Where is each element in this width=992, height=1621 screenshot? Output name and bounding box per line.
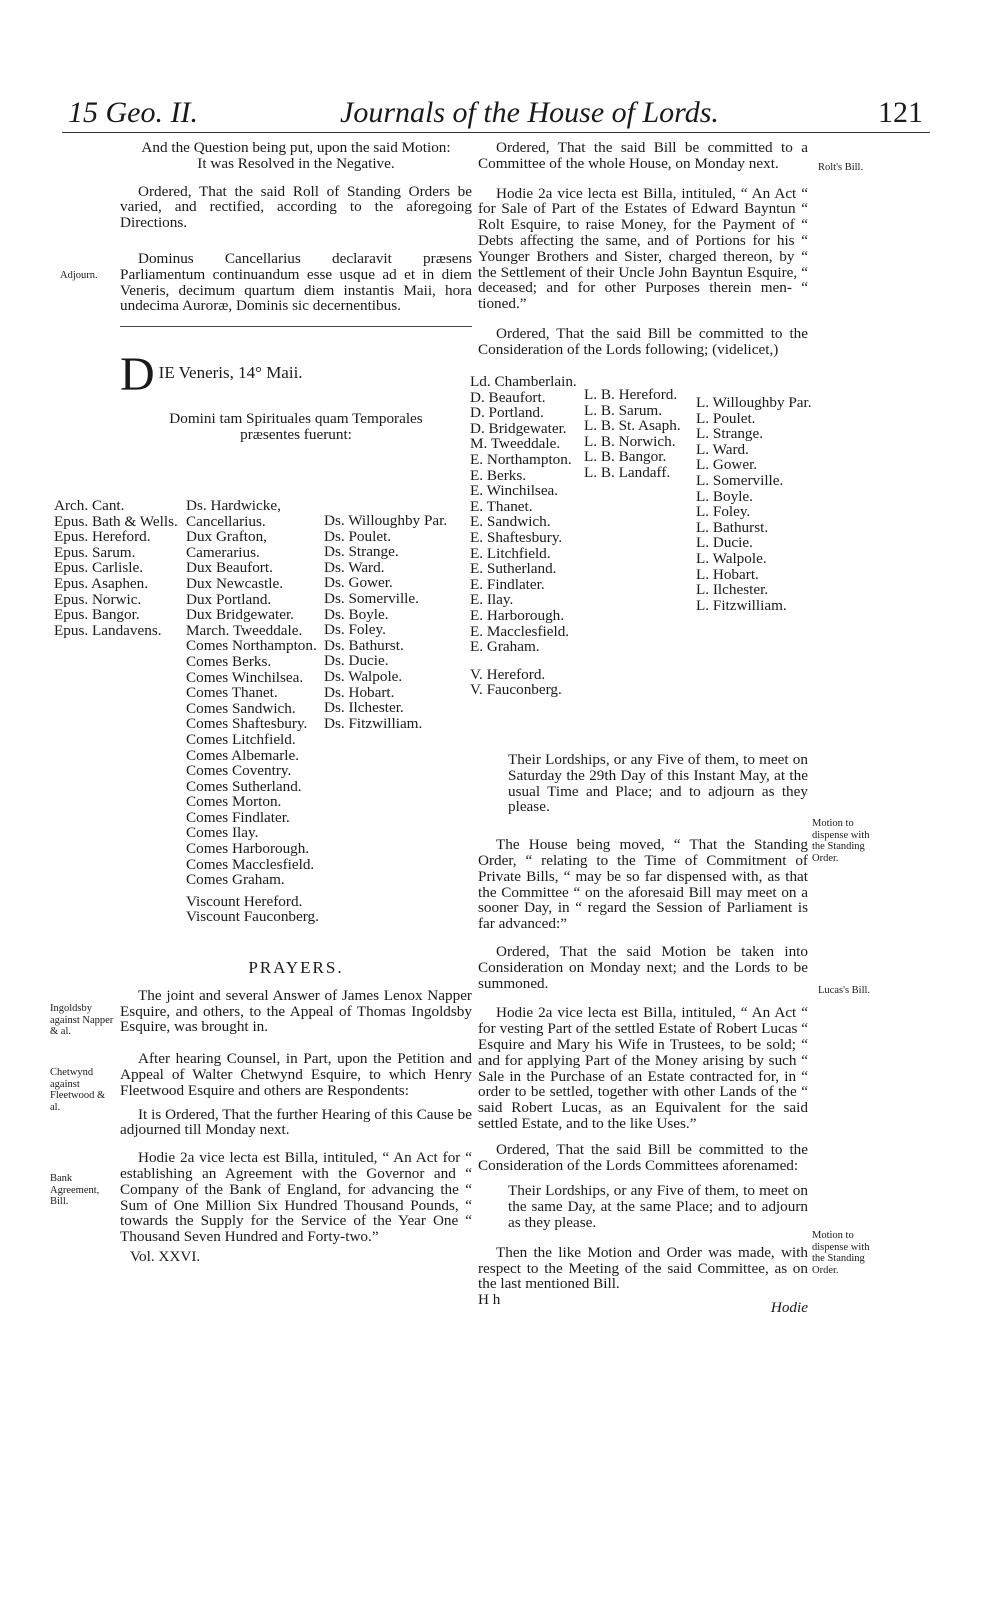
lords-present-heading: Domini tam Spirituales quam Temporales præsentes fuerunt: [169, 410, 423, 443]
volume-mark: Vol. XXVI. [130, 1247, 201, 1265]
lord-entry: Viscount Fauconberg. [186, 908, 319, 926]
lord-entry: Epus. Asaphen. [54, 574, 149, 592]
adjournment-text: Dominus Cancellarius declaravit præsens Parliamentum continuandum esse usque ad et in diem Veneris, decimum quartum diem instantis Maii, hora undecima Auroræ, Dominis sic decernentibus. [120, 249, 472, 315]
page-number: 121 [878, 96, 923, 129]
lord-entry: Dux Grafton, Camerarius. [186, 528, 267, 561]
catchword: Hodie [770, 1299, 808, 1317]
right-column-lower [478, 751, 808, 1317]
lord-entry: Ds. Hobart. [324, 683, 395, 701]
margin-note-bank: Bank Agreement, Bill. [50, 1173, 100, 1207]
date-text: IE Veneris, 14° Maii. [158, 363, 303, 383]
committee-member: L. B. Sarum. [584, 401, 663, 419]
lord-entry: Epus. Hereford. [54, 528, 151, 546]
committee-member: E. Berks. [470, 466, 527, 484]
committee-member: L. Walpole. [696, 549, 767, 567]
committee-member: V. Fauconberg. [470, 681, 562, 699]
lord-entry: Dux Beaufort. [186, 559, 273, 577]
lord-entry: Ds. Gower. [324, 574, 393, 592]
entry-like-motion: Then the like Motion and Order was made, with respect to the Meeting of the said Committee, as on the last mentioned Bill. [478, 1243, 808, 1293]
committee-member: L. B. Bangor. [584, 448, 667, 466]
committee-member: D. Beaufort. [470, 388, 546, 406]
committee-member: L. B. Hereford. [584, 386, 678, 403]
committee-member: L. Fitzwilliam. [696, 596, 787, 614]
committee-member: L. Strange. [696, 425, 764, 443]
committee-member: L. Somerville. [696, 471, 784, 489]
lord-entry: Epus. Landavens. [54, 621, 162, 639]
lord-entry: Comes Shaftesbury. [186, 715, 308, 733]
lord-entry: Viscount Hereford. [186, 892, 303, 910]
margin-note-chetwynd: Chetwynd against Fleetwood & al. [50, 1067, 106, 1113]
entry-meeting-time: Their Lordships, or any Five of them, to meet on Saturday the 29th Day of this Instant May, at the usual Time and Place; and to adjourn as they please. [508, 751, 808, 816]
committee-member: L. Ilchester. [696, 581, 769, 599]
lord-entry: Epus. Sarum. [54, 543, 136, 561]
lord-entry: Arch. Cant. [54, 497, 125, 514]
lord-entry: Comes Harborough. [186, 840, 310, 858]
lord-entry: Epus. Carlisle. [54, 559, 144, 577]
lord-entry: Comes Coventry. [186, 762, 292, 780]
committee-member: E. Sandwich. [470, 513, 551, 531]
lord-entry: Epus. Bangor. [54, 606, 140, 624]
order-motion-consideration: Ordered, That the said Motion be taken into Consideration on Monday next; and the Lords to be summoned. [478, 942, 808, 992]
entry-lucas-bill: Hodie 2a vice lecta est Billa, intituled, “ An Act “ for vesting Part of the settled Estate of Robert Lucas “ Esquire and Mary his Wife in Trustees, to be sold; “ and for applying Part of the Money arising by such “ Sale in the Purchase of an Estate contracted for, in “ order to be settled, together with other Lands of the “ said Robert Lucas, as an Equivalent for the said settled Estate, and to the like Uses.” [478, 1004, 808, 1132]
committee-member: E. Ilay. [470, 591, 514, 609]
committee-member: D. Portland. [470, 404, 544, 422]
section-divider [120, 326, 472, 327]
committee-member: L. Boyle. [696, 487, 753, 505]
left-column-lower [120, 960, 472, 1265]
committee-member: L. Ward. [696, 440, 749, 458]
lord-entry: Comes Albemarle. [186, 746, 300, 764]
lord-entry: Epus. Bath & Wells. [54, 512, 178, 530]
committee-member: E. Thanet. [470, 497, 533, 515]
lord-entry: Ds. Poulet. [324, 527, 392, 545]
order-committee-whole-house: Ordered, That the said Bill be committed to a Committee of the whole House, on Monday next. [478, 139, 808, 172]
committee-member: L. B. St. Asaph. [584, 417, 681, 435]
committee-member: E. Findlater. [470, 575, 545, 593]
order-lords-following: Ordered, That the said Bill be committed to the Consideration of the Lords following; (videlicet,) [478, 324, 808, 358]
lord-entry: Ds. Strange. [324, 543, 399, 561]
lord-entry: Dux Bridgewater. [186, 606, 294, 624]
lord-entry: Comes Morton. [186, 793, 282, 811]
attendance-barons [324, 513, 474, 731]
lord-entry: Ds. Somerville. [324, 589, 419, 607]
page-header-session: 15 Geo. II. [68, 96, 198, 129]
lord-entry: Ds. Willoughby Par. [324, 512, 448, 529]
attendance-temporal [186, 498, 322, 925]
committee-member: L. B. Norwich. [584, 432, 676, 450]
margin-note-motion-2: Motion to dispense with the Standing Order. [812, 1230, 870, 1276]
committee-member: E. Northampton. [470, 450, 572, 468]
signature-mark: H h [478, 1291, 501, 1309]
lord-entry: Ds. Bathurst. [324, 636, 404, 654]
margin-note-lucas: Lucas's Bill. [818, 985, 871, 996]
committee-member: E. Sutherland. [470, 560, 557, 578]
committee-member: L. Willoughby Par. [696, 394, 812, 411]
entry-further-hearing: It is Ordered, That the further Hearing of this Cause be adjourned till Monday next. [120, 1105, 472, 1139]
committee-member: Ld. Chamberlain. [470, 373, 577, 390]
lord-entry: Comes Berks. [186, 652, 272, 670]
lord-entry: Comes Sutherland. [186, 777, 302, 795]
committee-member: L. Ducie. [696, 534, 753, 552]
entry-ingoldsby: The joint and several Answer of James Lenox Napper Esquire, and others, to the Appeal of Thomas Ingoldsby Esquire, was brought in. [120, 986, 472, 1036]
committee-member: E. Harborough. [470, 606, 565, 624]
lord-entry: Ds. Ilchester. [324, 699, 404, 717]
entry-motion-standing-order: The House being moved, “ That the Standing Order, “ relating to the Time of Commitment of Private Bills, “ may be so far dispensed with, as that the Committee “ on the aforesaid Bill may meet on a sooner Day, in “ regard the Session of Parliament is far advanced:” [478, 836, 808, 933]
order-lords-committees: Ordered, That the said Bill be committed to the Consideration of the Lords Committees aforenamed: [478, 1140, 808, 1174]
lord-entry: Ds. Hardwicke, Cancellarius. [186, 497, 281, 530]
margin-note-rolt: Rolt's Bill. [818, 162, 864, 173]
entry-rolt-bill: Hodie 2a vice lecta est Billa, intituled, “ An Act “ for Sale of Part of the Estates of Edward Bayntun “ Rolt Esquire, to raise Money, for the Payment of “ Debts affecting the same, and of Portions for his “ Younger Brothers and Sister, charged thereon, by “ the Settlement of their Uncle John Bayntun Esquire, “ deceased; and for other Purposes therein men- “ tioned.” [478, 184, 808, 313]
committee-member: L. Poulet. [696, 409, 756, 427]
lord-entry: Comes Graham. [186, 871, 285, 889]
lord-entry: Comes Ilay. [186, 824, 259, 842]
lord-entry: Ds. Fitzwilliam. [324, 714, 423, 732]
committee-member: L. Bathurst. [696, 518, 769, 536]
committee-list-c [696, 395, 814, 613]
entry-chetwynd: After hearing Counsel, in Part, upon the Petition and Appeal of Walter Chetwynd Esquire, to which Henry Fleetwood Esquire and others are Respondents: [120, 1050, 472, 1099]
lord-entry: Ds. Ward. [324, 558, 385, 576]
resolved-line: It was Resolved in the Negative. [197, 154, 395, 172]
committee-member: M. Tweeddale. [470, 435, 561, 453]
committee-member: L. Hobart. [696, 565, 759, 583]
committee-member: V. Hereford. [470, 665, 546, 683]
committee-member: D. Bridgewater. [470, 419, 567, 437]
page-header-title: Journals of the House of Lords. [340, 96, 719, 129]
entry-meeting-same-day: Their Lordships, or any Five of them, to meet on the same Day, at the same Place; and to adjourn as they please. [508, 1182, 808, 1231]
margin-note-adjourn: Adjourn. [60, 270, 98, 281]
sitting-date [120, 348, 472, 402]
order-standing-orders: Ordered, That the said Roll of Standing Orders be varied, and rectified, according to the aforegoing Directions. [120, 182, 472, 232]
header-rule [62, 132, 930, 133]
lord-entry: Comes Northampton. [186, 637, 317, 655]
date-drop-cap: D [120, 348, 155, 402]
committee-member: E. Winchilsea. [470, 482, 559, 500]
left-column [120, 140, 472, 443]
committee-member: L. B. Landaff. [584, 463, 671, 481]
lord-entry: Comes Litchfield. [186, 730, 296, 748]
attendance-spiritual [54, 498, 184, 638]
entry-bank-bill: Hodie 2a vice lecta est Billa, intituled, “ An Act for “ establishing an Agreement with the Governor and “ Company of the Bank of England, for advancing the “ Sum of One Million Six Hundred Thousand Pounds, “ towards the Supply for the Service of the Year One “ Thousand Seven Hundred and Forty-two.” [120, 1149, 472, 1246]
committee-list-b [584, 387, 704, 481]
margin-note-ingoldsby: Ingoldsby against Napper & al. [50, 1003, 114, 1037]
committee-member: L. Gower. [696, 456, 758, 474]
lord-entry: Dux Portland. [186, 590, 272, 608]
right-column [478, 140, 808, 358]
lord-entry: Comes Winchilsea. [186, 668, 304, 686]
committee-member: E. Macclesfield. [470, 622, 570, 640]
lord-entry: Ds. Walpole. [324, 667, 403, 685]
lord-entry: Ds. Ducie. [324, 652, 389, 670]
lord-entry: March. Tweeddale. [186, 621, 303, 639]
margin-note-motion-1: Motion to dispense with the Standing Order. [812, 818, 870, 864]
lord-entry: Epus. Norwic. [54, 590, 142, 608]
lord-entry: Ds. Foley. [324, 621, 386, 639]
prayers-heading: PRAYERS. [248, 958, 344, 977]
lord-entry: Ds. Boyle. [324, 605, 389, 623]
lord-entry: Comes Sandwich. [186, 699, 296, 717]
committee-member: E. Litchfield. [470, 544, 551, 562]
committee-member: E. Graham. [470, 638, 540, 656]
committee-member: E. Shaftesbury. [470, 528, 563, 546]
committee-list-a [470, 374, 590, 698]
question-line: And the Question being put, upon the said Motion: [141, 139, 451, 156]
lord-entry: Dux Newcastle. [186, 574, 283, 592]
lord-entry: Comes Thanet. [186, 684, 278, 702]
lord-entry: Comes Macclesfield. [186, 855, 315, 873]
lord-entry: Comes Findlater. [186, 808, 290, 826]
committee-member: L. Foley. [696, 503, 751, 521]
